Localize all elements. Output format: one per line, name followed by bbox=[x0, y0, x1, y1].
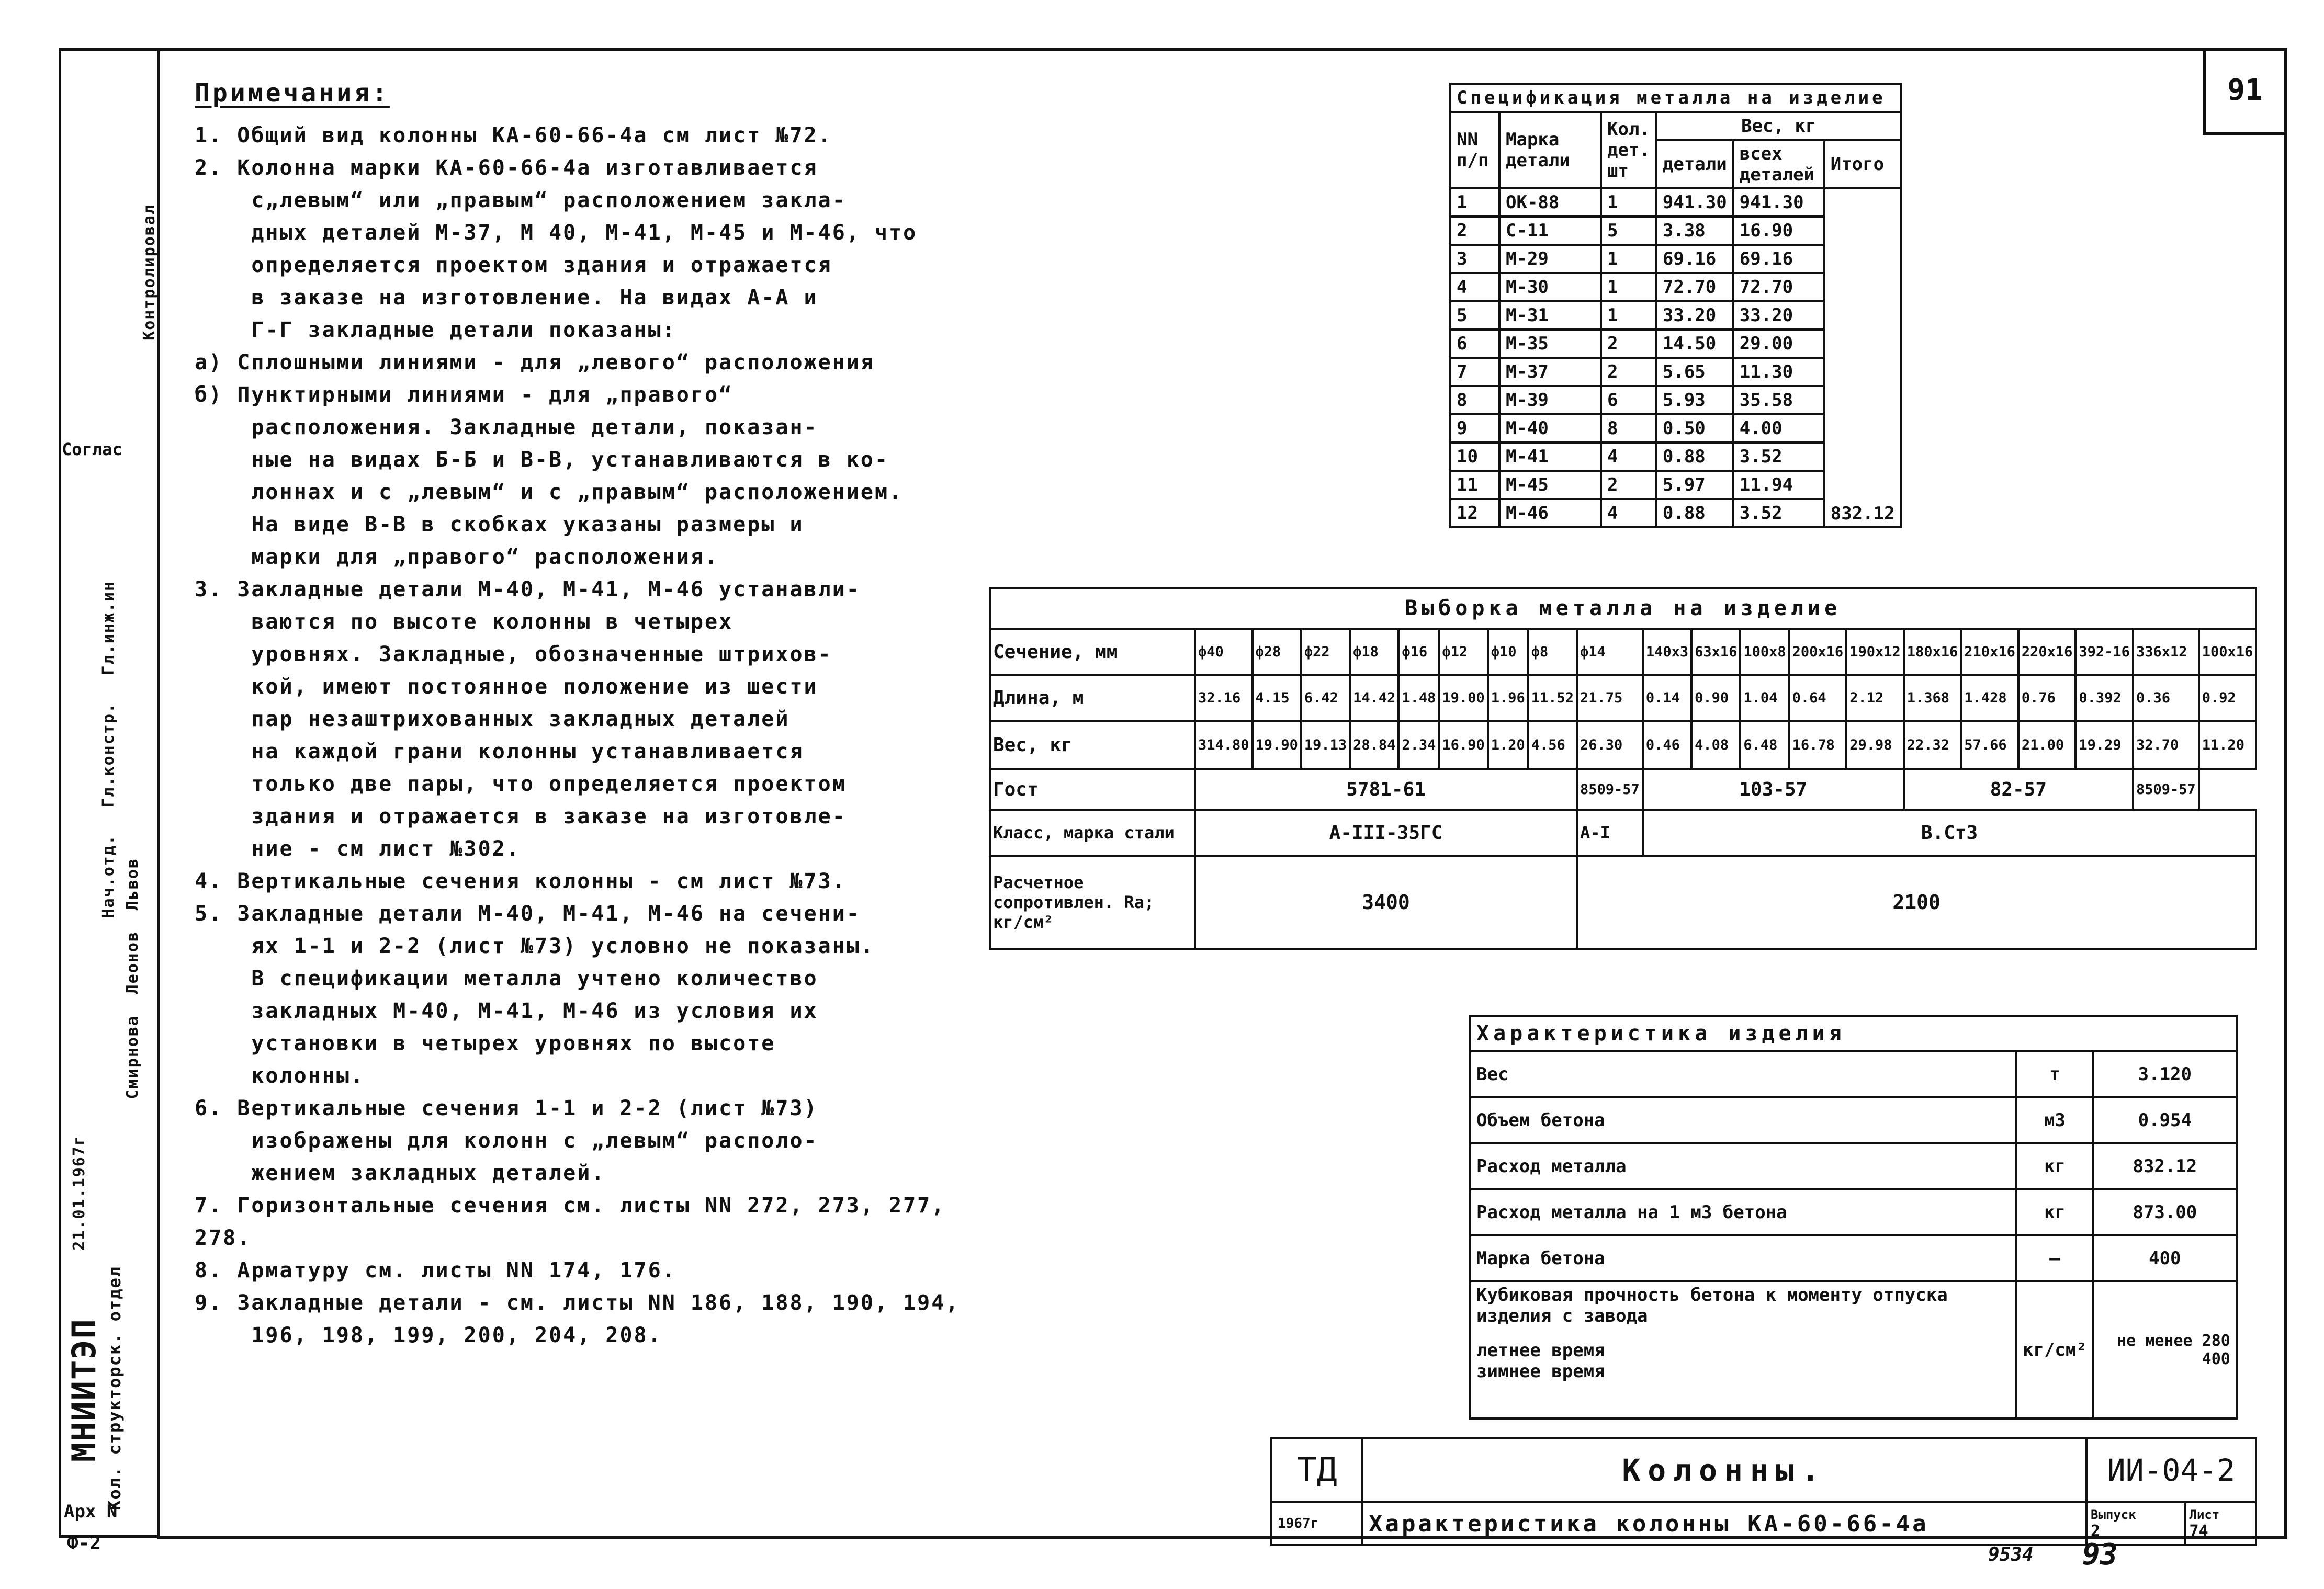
spec-cell-w1: 941.30 bbox=[1656, 188, 1733, 217]
sel-length: 32.16 bbox=[1195, 675, 1253, 721]
tb-sheet-label: Лист bbox=[2189, 1507, 2220, 1522]
sel-row-label: Вес, кг bbox=[990, 721, 1195, 769]
tb-issue-value: 2 bbox=[2091, 1522, 2101, 1540]
note-item: 3. Закладные детали М-40, М-41, М-46 устанавли- ваются по высоте колонны в четырех уровнях. Закладные, обозначенные штрихов- кой, имеют постоянное положение из шести пар незаштрихованных закладных деталей на каждой грани колонны устанавливается только две пары, что определяется проектом здания и отражается в заказе на изготовле- ние - см лист №302. bbox=[195, 577, 861, 861]
sel-weight: 19.13 bbox=[1301, 721, 1350, 769]
sel-length: 2.12 bbox=[1846, 675, 1904, 721]
side-name: Леонов bbox=[123, 931, 142, 994]
sel-length: 14.42 bbox=[1350, 675, 1398, 721]
spec-cell-qty: 5 bbox=[1601, 217, 1656, 245]
spec-cell-no: 6 bbox=[1450, 330, 1499, 358]
side-names bbox=[123, 858, 142, 1099]
spec-cell-mark: М-41 bbox=[1499, 442, 1601, 471]
spec-cell-mark: М-46 bbox=[1499, 499, 1601, 527]
note-item: 8. Арматуру см. листы NN 174, 176. bbox=[195, 1258, 676, 1282]
spec-cell-w1: 5.93 bbox=[1656, 386, 1733, 414]
sel-weight: 16.90 bbox=[1439, 721, 1487, 769]
sel-weight: 16.78 bbox=[1789, 721, 1847, 769]
char-value: 3.120 bbox=[2093, 1051, 2237, 1097]
char-label: Расход металла на 1 м3 бетона bbox=[1470, 1189, 2016, 1235]
spec-cell-mark: М-39 bbox=[1499, 386, 1601, 414]
spec-cell-qty: 1 bbox=[1601, 301, 1656, 330]
char-body bbox=[1470, 1051, 2237, 1281]
sel-row-label: Сечение, мм bbox=[990, 629, 1195, 675]
char-label: Вес bbox=[1470, 1051, 2016, 1097]
sel-title: Выборка металла на изделие bbox=[990, 588, 2256, 629]
spec-cell-qty: 4 bbox=[1601, 442, 1656, 471]
side-role: Нач.отд. bbox=[99, 834, 118, 918]
sel-section: 100х16 bbox=[2199, 629, 2257, 675]
spec-cell-no: 4 bbox=[1450, 273, 1499, 301]
title-block bbox=[1270, 1437, 2257, 1546]
char-unit: т bbox=[2016, 1051, 2093, 1097]
notes-list bbox=[195, 119, 1000, 1352]
side-dept: Кол. структорск. отдел bbox=[105, 1266, 125, 1511]
sel-gost: 82-57 bbox=[1904, 769, 2133, 810]
char-label: Марка бетона bbox=[1470, 1235, 2016, 1281]
spec-cell-qty: 1 bbox=[1601, 273, 1656, 301]
spec-body bbox=[1450, 188, 1901, 527]
notes-title: Примечания: bbox=[195, 78, 390, 108]
spec-cell-no: 1 bbox=[1450, 188, 1499, 217]
spec-cell-w1: 72.70 bbox=[1656, 273, 1733, 301]
spec-cell-qty: 6 bbox=[1601, 386, 1656, 414]
spec-cell-w2: 11.30 bbox=[1733, 358, 1824, 386]
spec-cell-w2: 29.00 bbox=[1733, 330, 1824, 358]
char-row bbox=[1470, 1097, 2237, 1143]
sel-section: ф10 bbox=[1488, 629, 1528, 675]
sel-section: ф8 bbox=[1528, 629, 1577, 675]
sel-length: 1.04 bbox=[1740, 675, 1789, 721]
sel-length: 1.368 bbox=[1904, 675, 1961, 721]
spec-table bbox=[1449, 83, 1902, 528]
char-row bbox=[1470, 1235, 2237, 1281]
sel-weight: 6.48 bbox=[1740, 721, 1789, 769]
tb-subtitle: Характеристика колонны КА-60-66-4а bbox=[1362, 1502, 2086, 1545]
spec-cell-qty: 1 bbox=[1601, 188, 1656, 217]
spec-cell-w1: 0.88 bbox=[1656, 499, 1733, 527]
spec-cell-w2: 3.52 bbox=[1733, 499, 1824, 527]
spec-cell-qty: 8 bbox=[1601, 414, 1656, 442]
sel-row-label: Класс, марка стали bbox=[990, 810, 1195, 856]
sel-weight: 29.98 bbox=[1846, 721, 1904, 769]
spec-cell-w1: 33.20 bbox=[1656, 301, 1733, 330]
sel-length: 0.90 bbox=[1691, 675, 1740, 721]
spec-cell-w2: 69.16 bbox=[1733, 245, 1824, 273]
sel-row-label: Длина, м bbox=[990, 675, 1195, 721]
char-strength-text: Кубиковая прочность бетона к моменту отпуска изделия с завода bbox=[1476, 1285, 1948, 1326]
spec-cell-mark: М-37 bbox=[1499, 358, 1601, 386]
spec-h-weight: Вес, кг bbox=[1656, 112, 1901, 140]
characteristics-table bbox=[1469, 1015, 2238, 1420]
spec-cell-no: 3 bbox=[1450, 245, 1499, 273]
spec-cell-qty: 2 bbox=[1601, 358, 1656, 386]
sel-gost: 5781-61 bbox=[1195, 769, 1577, 810]
sel-length: 0.76 bbox=[2018, 675, 2076, 721]
tb-td: ТД bbox=[1271, 1438, 1362, 1502]
char-strength-values bbox=[2093, 1281, 2237, 1418]
side-role: Гл.констр. bbox=[99, 702, 118, 808]
tb-name: Колонны. bbox=[1362, 1438, 2086, 1502]
sel-weight: 19.29 bbox=[2075, 721, 2133, 769]
note-item: 4. Вертикальные сечения колонны - см лист №73. bbox=[195, 869, 847, 893]
sel-section: 190х12 bbox=[1846, 629, 1904, 675]
spec-cell-no: 5 bbox=[1450, 301, 1499, 330]
spec-h-mark: Марка детали bbox=[1499, 112, 1601, 188]
tb-code: ИИ-04-2 bbox=[2086, 1438, 2256, 1502]
spec-h-w2: всех деталей bbox=[1733, 140, 1824, 188]
char-label: Расход металла bbox=[1470, 1143, 2016, 1189]
spec-cell-mark: С-11 bbox=[1499, 217, 1601, 245]
spec-cell-w1: 5.65 bbox=[1656, 358, 1733, 386]
sel-weight: 4.56 bbox=[1528, 721, 1577, 769]
char-summer: летнее время bbox=[1476, 1340, 1605, 1361]
char-row bbox=[1470, 1189, 2237, 1235]
sel-weight: 57.66 bbox=[1961, 721, 2018, 769]
sel-length: 0.92 bbox=[2199, 675, 2257, 721]
char-unit: м3 bbox=[2016, 1097, 2093, 1143]
sel-weight: 21.00 bbox=[2018, 721, 2076, 769]
spec-row bbox=[1450, 188, 1901, 217]
sel-length: 0.64 bbox=[1789, 675, 1847, 721]
char-strength-winter: 400 bbox=[2202, 1350, 2230, 1368]
sel-weight: 1.20 bbox=[1488, 721, 1528, 769]
tb-sheet bbox=[2185, 1502, 2256, 1545]
sel-section: ф16 bbox=[1398, 629, 1439, 675]
sel-length: 4.15 bbox=[1253, 675, 1301, 721]
spec-cell-w2: 4.00 bbox=[1733, 414, 1824, 442]
sel-section: ф12 bbox=[1439, 629, 1487, 675]
sel-section: 210х16 bbox=[1961, 629, 2018, 675]
char-strength-unit: кг/см² bbox=[2016, 1281, 2093, 1418]
spec-cell-qty: 1 bbox=[1601, 245, 1656, 273]
sel-row-label: Гост bbox=[990, 769, 1195, 810]
sel-length: 1.428 bbox=[1961, 675, 2018, 721]
spec-cell-w2: 16.90 bbox=[1733, 217, 1824, 245]
sel-section: 220х16 bbox=[2018, 629, 2076, 675]
char-unit: кг bbox=[2016, 1189, 2093, 1235]
sel-section: ф28 bbox=[1253, 629, 1301, 675]
tb-issue-label: Выпуск bbox=[2091, 1507, 2136, 1522]
sel-weight: 0.46 bbox=[1643, 721, 1691, 769]
sel-section: ф18 bbox=[1350, 629, 1398, 675]
char-unit: — bbox=[2016, 1235, 2093, 1281]
sel-weight: 19.90 bbox=[1253, 721, 1301, 769]
footer-num1: 9534 bbox=[1988, 1544, 2034, 1565]
sel-length: 0.392 bbox=[2075, 675, 2133, 721]
spec-cell-mark: М-35 bbox=[1499, 330, 1601, 358]
note-item: 1. Общий вид колонны КА-60-66-4а см лист №72. bbox=[195, 123, 832, 147]
spec-cell-w2: 3.52 bbox=[1733, 442, 1824, 471]
side-sogl: Соглас bbox=[62, 439, 122, 459]
sel-section: ф14 bbox=[1577, 629, 1643, 675]
sel-weight: 28.84 bbox=[1350, 721, 1398, 769]
spec-cell-w1: 0.50 bbox=[1656, 414, 1733, 442]
spec-cell-no: 7 bbox=[1450, 358, 1499, 386]
spec-cell-mark: М-31 bbox=[1499, 301, 1601, 330]
spec-cell-w2: 35.58 bbox=[1733, 386, 1824, 414]
note-item: 9. Закладные детали - см. листы NN 186, 188, 190, 194, 196, 198, 199, 200, 204, 208. bbox=[195, 1291, 960, 1347]
spec-h-total: Итого bbox=[1824, 140, 1901, 188]
side-roles bbox=[99, 581, 118, 918]
tb-sheet-value: 74 bbox=[2189, 1522, 2208, 1540]
spec-cell-w1: 69.16 bbox=[1656, 245, 1733, 273]
spec-cell-w2: 11.94 bbox=[1733, 471, 1824, 499]
sel-weight: 4.08 bbox=[1691, 721, 1740, 769]
spec-cell-no: 9 bbox=[1450, 414, 1499, 442]
spec-cell-mark: М-30 bbox=[1499, 273, 1601, 301]
sel-length: 1.96 bbox=[1488, 675, 1528, 721]
sel-weight: 2.34 bbox=[1398, 721, 1439, 769]
char-label: Объем бетона bbox=[1470, 1097, 2016, 1143]
spec-cell-mark: М-40 bbox=[1499, 414, 1601, 442]
note-item: 2. Колонна марки КА-60-66-4а изготавливается с„левым“ или „правым“ расположением закла- дных деталей М-37, М 40, М-41, М-45 и М-46, что определяется проектом здания и отражается в заказе на изготовление. На видах А-А и Г-Г закладные детали показаны: bbox=[195, 156, 918, 342]
spec-h-qty: Кол. дет. шт bbox=[1601, 112, 1656, 188]
spec-cell-mark: М-45 bbox=[1499, 471, 1601, 499]
spec-title: Спецификация металла на изделие bbox=[1450, 84, 1901, 112]
side-role: Гл.инж.ин bbox=[99, 581, 118, 675]
char-value: 400 bbox=[2093, 1235, 2237, 1281]
spec-cell-qty: 2 bbox=[1601, 330, 1656, 358]
char-value: 0.954 bbox=[2093, 1097, 2237, 1143]
spec-cell-w1: 14.50 bbox=[1656, 330, 1733, 358]
sel-row-label: Расчетное сопротивлен. Ra; кг/см² bbox=[990, 856, 1195, 949]
note-item: 7. Горизонтальные сечения см. листы NN 272, 273, 277, 278. bbox=[195, 1194, 960, 1250]
side-name: Львов bbox=[123, 858, 142, 911]
sel-section: ф40 bbox=[1195, 629, 1253, 675]
spec-cell-mark: ОК-88 bbox=[1499, 188, 1601, 217]
char-strength-label bbox=[1470, 1281, 2016, 1418]
sel-resist: 3400 bbox=[1195, 856, 1577, 949]
sel-weight: 22.32 bbox=[1904, 721, 1961, 769]
sel-section: 180х16 bbox=[1904, 629, 1961, 675]
sel-section: 200х16 bbox=[1789, 629, 1847, 675]
char-row bbox=[1470, 1143, 2237, 1189]
spec-cell-w2: 941.30 bbox=[1733, 188, 1824, 217]
char-winter: зимнее время bbox=[1476, 1361, 1605, 1382]
sel-length: 6.42 bbox=[1301, 675, 1350, 721]
footer-num2: 93 bbox=[2082, 1538, 2118, 1572]
note-item: а) Сплошными линиями - для „левого“ расположения б) Пунктирными линиями - для „правого“ расположения. Закладные детали, показан- ные на видах Б-Б и В-В, устанавливаются в ко- лоннах и с „левым“ и с „правым“ расположением. На виде В-В в скобках указаны размеры и марки для „правого“ расположения. bbox=[195, 350, 904, 569]
sel-length: 19.00 bbox=[1439, 675, 1487, 721]
sheet-number: 91 bbox=[2203, 48, 2284, 135]
spec-cell-qty: 4 bbox=[1601, 499, 1656, 527]
sel-weight: 11.20 bbox=[2199, 721, 2257, 769]
sel-section: 140х3 bbox=[1643, 629, 1691, 675]
sel-section: 100х8 bbox=[1740, 629, 1789, 675]
sel-length: 1.48 bbox=[1398, 675, 1439, 721]
sel-section: 392-16 bbox=[2075, 629, 2133, 675]
sel-length: 11.52 bbox=[1528, 675, 1577, 721]
spec-cell-no: 12 bbox=[1450, 499, 1499, 527]
char-value: 873.00 bbox=[2093, 1189, 2237, 1235]
spec-h-w1: детали bbox=[1656, 140, 1733, 188]
char-title: Характеристика изделия bbox=[1470, 1016, 2237, 1051]
sel-resist: 2100 bbox=[1577, 856, 2256, 949]
sel-weight: 314.80 bbox=[1195, 721, 1253, 769]
sel-length: 21.75 bbox=[1577, 675, 1643, 721]
sel-gost: 103-57 bbox=[1643, 769, 1904, 810]
selection-table bbox=[989, 587, 2257, 950]
note-item: 6. Вертикальные сечения 1-1 и 2-2 (лист №73) изображены для колонн с „левым“ располо- жением закладных деталей. bbox=[195, 1096, 818, 1185]
spec-cell-no: 11 bbox=[1450, 471, 1499, 499]
side-date: 21.01.1967г bbox=[70, 1135, 88, 1251]
char-row bbox=[1470, 1051, 2237, 1097]
sel-length: 0.36 bbox=[2133, 675, 2199, 721]
spec-cell-mark: М-29 bbox=[1499, 245, 1601, 273]
note-item: 5. Закладные детали М-40, М-41, М-46 на сечени- ях 1-1 и 2-2 (лист №73) условно не показаны. В спецификации металла учтено количество закладных М-40, М-41, М-46 из условия их установки в четырех уровнях по высоте колонны. bbox=[195, 902, 875, 1088]
sel-weight: 32.70 bbox=[2133, 721, 2199, 769]
sel-gost: 8509-57 bbox=[1577, 769, 1643, 810]
spec-total: 832.12 bbox=[1824, 188, 1901, 527]
char-strength-summer: не менее 280 bbox=[2117, 1332, 2230, 1350]
sel-steel: А-I bbox=[1577, 810, 1643, 856]
sel-steel: А-III-35ГС bbox=[1195, 810, 1577, 856]
side-control: Контролировал bbox=[140, 204, 159, 340]
sel-section: ф22 bbox=[1301, 629, 1350, 675]
sel-length: 0.14 bbox=[1643, 675, 1691, 721]
sel-weight: 26.30 bbox=[1577, 721, 1643, 769]
spec-cell-no: 10 bbox=[1450, 442, 1499, 471]
char-unit: кг bbox=[2016, 1143, 2093, 1189]
footer-left: Ф-2 bbox=[67, 1533, 101, 1554]
side-name: Смирнова bbox=[123, 1015, 142, 1099]
sel-section: 336х12 bbox=[2133, 629, 2199, 675]
spec-cell-w2: 72.70 bbox=[1733, 273, 1824, 301]
side-org: МНИИТЭП bbox=[65, 1318, 103, 1462]
char-value: 832.12 bbox=[2093, 1143, 2237, 1189]
spec-cell-qty: 2 bbox=[1601, 471, 1656, 499]
spec-cell-no: 8 bbox=[1450, 386, 1499, 414]
spec-h-no: NN п/п bbox=[1450, 112, 1499, 188]
tb-year: 1967г bbox=[1271, 1502, 1362, 1545]
spec-cell-w2: 33.20 bbox=[1733, 301, 1824, 330]
sel-gost: 8509-57 bbox=[2133, 769, 2199, 810]
spec-cell-no: 2 bbox=[1450, 217, 1499, 245]
sel-steel: В.Ст3 bbox=[1643, 810, 2256, 856]
spec-cell-w1: 3.38 bbox=[1656, 217, 1733, 245]
spec-cell-w1: 5.97 bbox=[1656, 471, 1733, 499]
spec-cell-w1: 0.88 bbox=[1656, 442, 1733, 471]
side-arch: Арх N bbox=[64, 1501, 118, 1522]
sel-section: 63х16 bbox=[1691, 629, 1740, 675]
